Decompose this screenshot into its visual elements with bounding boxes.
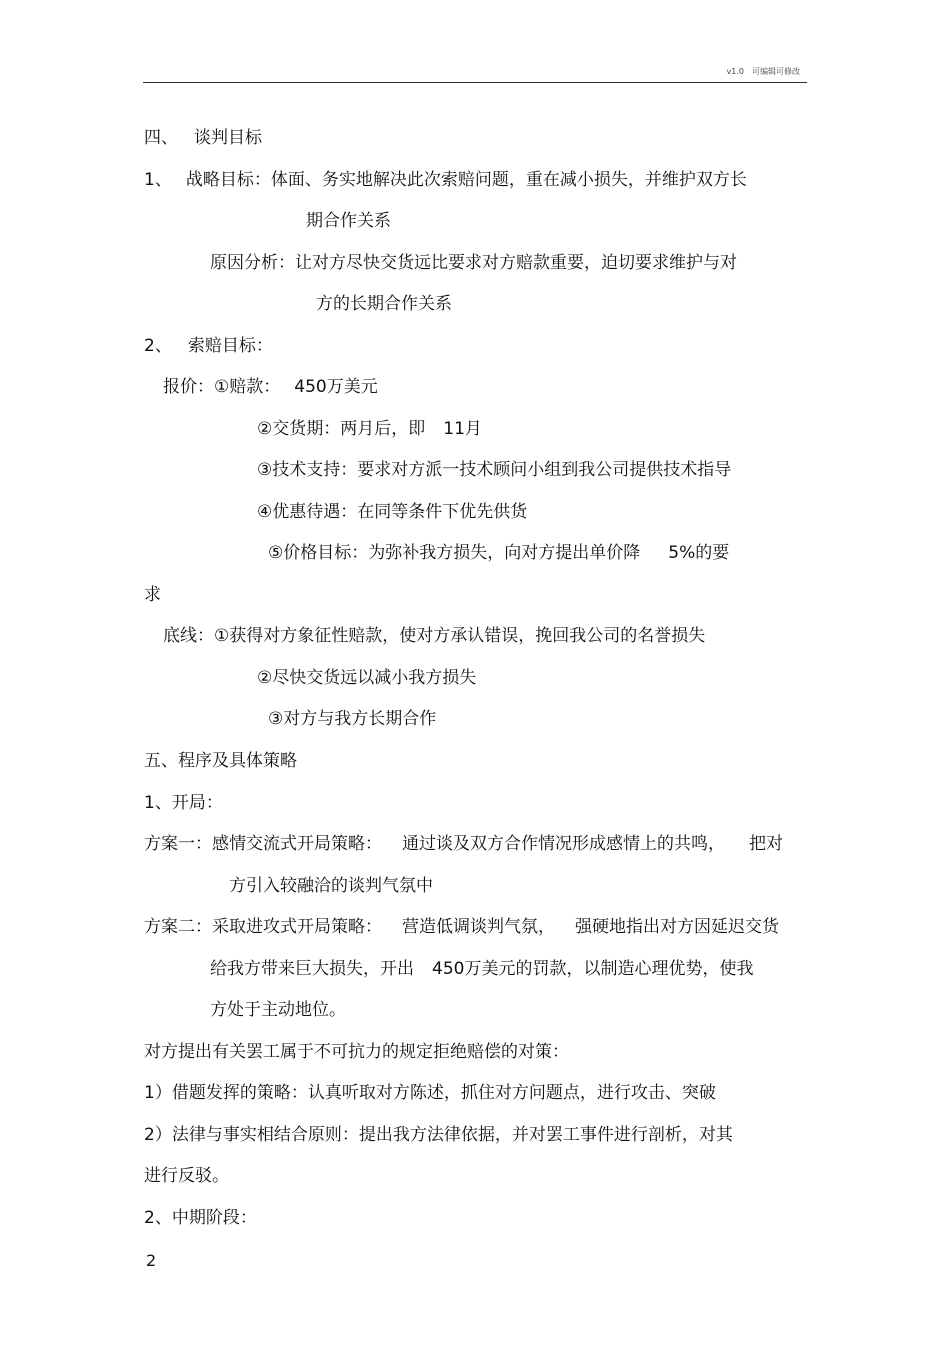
offer-delivery-month: 11月 (443, 419, 482, 439)
countermeasure-heading: 对方提出有关罢工属于不可抗力的规定拒绝赔偿的对策： (144, 1042, 569, 1062)
plan-2-label: 方案二：采取进攻式开局策略： (144, 917, 382, 937)
price-goal-percent: 5%的要 (668, 543, 730, 563)
claim-goal-line (144, 336, 273, 356)
section-5-heading: 五、程序及具体策略 (144, 751, 297, 771)
offer-delivery-text: ②交货期：两月后，即 (257, 419, 426, 439)
reason-analysis-continuation: 方的长期合作关系 (316, 294, 452, 314)
plan-1-continuation: 方引入较融洽的谈判气氛中 (229, 876, 433, 896)
countermeasure-2-continuation: 进行反驳。 (144, 1166, 229, 1186)
strategic-goal-line (144, 170, 747, 190)
offer-price-goal-continuation: 求 (144, 585, 161, 605)
offer-price-goal-line (268, 543, 729, 563)
item-2-number: 2、 (144, 336, 172, 356)
reason-analysis-line: 原因分析：让对方尽快交货远比要求对方赔款重要，迫切要求维护与对 (210, 253, 737, 273)
plan-2-continuation-2: 方处于主动地位。 (210, 1000, 346, 1020)
plan-1-body: 通过谈及双方合作情况形成感情上的共鸣， (402, 834, 725, 854)
offer-label: 报价：①赔款： (163, 377, 281, 397)
section-4-number: 四、 (144, 128, 178, 148)
plan-1-label: 方案一：感情交流式开局策略： (144, 834, 382, 854)
countermeasure-1: 1）借题发挥的策略：认真听取对方陈述，抓住对方问题点，进行攻击、突破 (144, 1083, 716, 1103)
plan-2-tail: 强硬地指出对方因延迟交货 (575, 917, 779, 937)
plan-1-line (144, 834, 783, 854)
offer-tech-support-line: ③技术支持：要求对方派一技术顾问小组到我公司提供技术指导 (257, 460, 732, 480)
offer-compensation-line (163, 377, 378, 397)
plan-2-cont-amount: 450万美元的罚款，以制造心理优势，使我 (432, 959, 754, 979)
offer-amount: 450万美元 (294, 377, 378, 397)
plan-2-body: 营造低调谈判气氛， (402, 917, 555, 937)
price-goal-text: ⑤价格目标：为弥补我方损失，向对方提出单价降 (268, 543, 641, 563)
opening-heading: 1、开局： (144, 793, 223, 813)
item-1-number: 1、 (144, 170, 172, 190)
plan-2-continuation-1 (210, 959, 753, 979)
plan-1-tail: 把对 (749, 834, 783, 854)
header-version-text: v1.0 可编辑可修改 (726, 67, 800, 76)
strategic-goal-continuation: 期合作关系 (306, 211, 391, 231)
section-4-title: 谈判目标 (194, 128, 262, 148)
mid-stage-heading: 2、中期阶段： (144, 1208, 257, 1228)
offer-preferential-line: ④优惠待遇：在同等条件下优先供货 (257, 502, 528, 522)
header-rule (143, 82, 807, 83)
claim-goal-text: 索赔目标： (187, 336, 273, 356)
offer-delivery-line (257, 419, 482, 439)
bottom-line-2: ②尽快交货远以减小我方损失 (257, 668, 477, 688)
strategic-goal-text: 战略目标：体面、务实地解决此次索赔问题，重在减小损失，并维护双方长 (185, 170, 747, 190)
plan-2-cont-text: 给我方带来巨大损失，开出 (210, 959, 414, 979)
bottom-line-1: 底线：①获得对方象征性赔款，使对方承认错误，挽回我公司的名誉损失 (163, 626, 706, 646)
countermeasure-2: 2）法律与事实相结合原则：提出我方法律依据，并对罢工事件进行剖析，对其 (144, 1125, 733, 1145)
page-number: 2 (146, 1251, 157, 1270)
bottom-line-3: ③对方与我方长期合作 (268, 709, 437, 729)
plan-2-line (144, 917, 779, 937)
section-4-heading (144, 128, 262, 148)
